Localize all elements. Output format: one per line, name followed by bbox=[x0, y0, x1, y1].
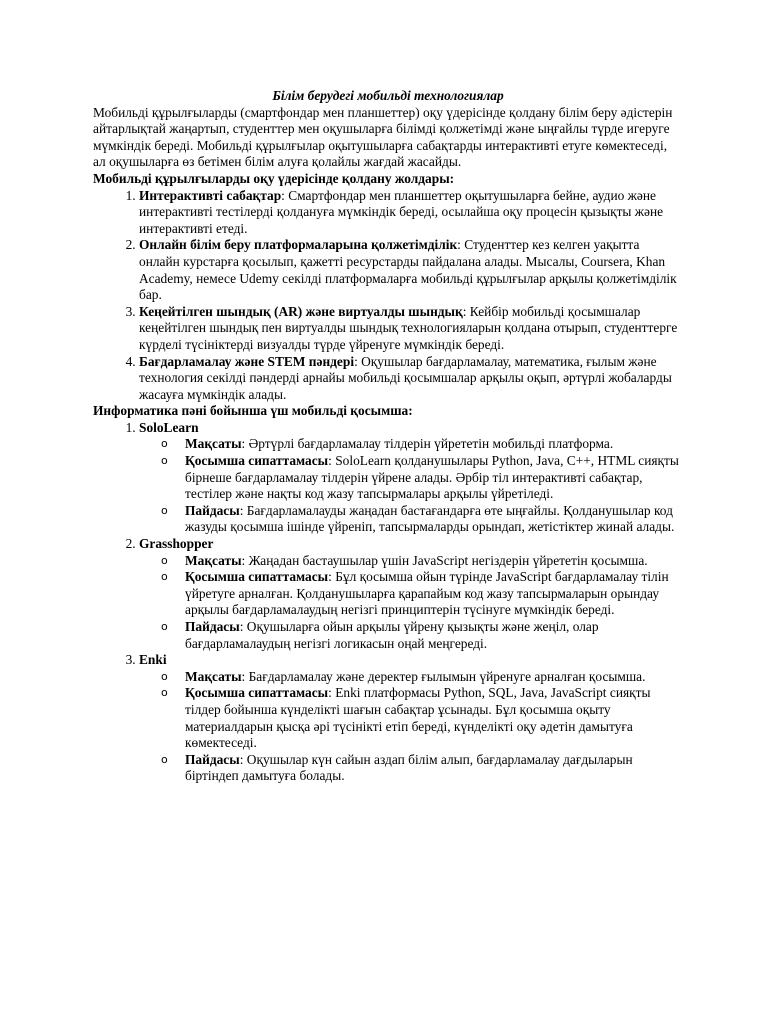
ways-list bbox=[93, 188, 683, 404]
detail-term: Қосымша сипаттамасы bbox=[185, 569, 329, 585]
ways-heading: Мобильді құрылғыларды оқу үдерісінде қолдану жолдары: bbox=[93, 170, 455, 186]
detail-text: : Оқушыларға ойын арқылы үйрену қызықты және жеңіл, олар бағдарламалаудың негізгі логикасын оңай меңгереді. bbox=[185, 619, 599, 651]
ways-item-text: : Студенттер кез келген уақытта онлайн курстарға қосылып, қажетті ресурстарды пайдалана алады. Мысалы, Coursera, Khan Academy, немесе Udemy секілді платформаларға мобильді құрылғылар арқылы қолжетімділік бар. bbox=[139, 237, 677, 303]
app-detail-item bbox=[161, 502, 683, 536]
app-details bbox=[139, 436, 683, 536]
circle-bullet-icon: o bbox=[161, 437, 168, 451]
circle-bullet-icon: o bbox=[161, 686, 168, 700]
detail-term: Мақсаты bbox=[185, 552, 242, 568]
detail-text: : Бағдарламалау және деректер ғылымын үйренуге арналған қосымша. bbox=[241, 668, 646, 684]
app-details bbox=[139, 553, 683, 653]
ways-item-term: Интерактивті сабақтар bbox=[139, 187, 282, 203]
detail-text: : Оқушылар күн сайын аздап білім алып, бағдарламалау дағдыларын біртіндеп дамытуға болады. bbox=[185, 751, 633, 784]
detail-term: Қосымша сипаттамасы bbox=[185, 453, 329, 469]
ways-item-term: Кеңейтілген шындық (AR) және виртуалды шындық bbox=[139, 303, 463, 319]
ways-item-text: : Кейбір мобильді қосымшалар кеңейтілген шындық пен виртуалды шындық технологияларын қолдана отырып, студенттерге күрделі түсініктерді визуалды түрде үйренуге мүмкіндік береді. bbox=[139, 303, 678, 352]
app-detail-item bbox=[161, 552, 683, 570]
apps-heading: Информатика пәні бойынша үш мобильді қосымша: bbox=[93, 403, 413, 419]
detail-text: : Әртүрлі бағдарламалау тілдерін үйрететін мобильді платформа. bbox=[241, 436, 614, 452]
detail-term: Мақсаты bbox=[185, 436, 242, 452]
ways-item bbox=[139, 188, 683, 238]
app-detail-item bbox=[161, 668, 683, 686]
intro-paragraph: Мобильді құрылғыларды (смартфондар мен планшеттер) оқу үдерісінде қолдану білім беру әдістерін айтарлықтай жаңартып, студенттер мен оқушыларға білімді қолжетімді және ыңғайлы түрде игеруге мүмкіндік береді. Мобильді құрылғылар оқытушыларға сабақтарды интерактивті етуге көмектеседі, ал оқушыларға өз бетімен білім алуға қолайлы жағдай жасайды. bbox=[93, 104, 673, 170]
ways-item-term: Онлайн білім беру платформаларына қолжетімділік bbox=[139, 237, 458, 253]
circle-bullet-icon: o bbox=[161, 553, 168, 567]
circle-bullet-icon: o bbox=[161, 620, 168, 633]
ways-item bbox=[139, 237, 683, 303]
circle-bullet-icon: o bbox=[161, 570, 168, 584]
detail-text: : Enki платформасы Python, SQL, Java, JavaScript сияқты тілдер бойынша күнделікті шағын сабақтар ұсынады. Бұл қосымша оқыту материалдарын қысқа әрі түсінікті етіп береді, күнделікті оқу әдетін дамытуға көмектеседі. bbox=[185, 685, 651, 751]
ways-item-term: Бағдарламалау және STEM пәндері bbox=[139, 353, 355, 369]
app-detail-item bbox=[161, 453, 683, 503]
app-details bbox=[139, 669, 683, 785]
app-item bbox=[139, 420, 683, 536]
circle-bullet-icon: o bbox=[161, 752, 168, 766]
document-title: Білім берудегі мобильді технологиялар bbox=[272, 88, 504, 103]
app-detail-item bbox=[161, 436, 683, 453]
circle-bullet-icon: o bbox=[161, 503, 168, 517]
detail-term: Қосымша сипаттамасы bbox=[185, 685, 329, 701]
app-item bbox=[139, 652, 683, 785]
detail-text: : Бұл қосымша ойын түрінде JavaScript бағдарламалау тілін үйретуге арналған. Қолданушыларға қарапайым код жазу тапсырмаларын орындау арқылы бағдарламалаудың негізгі принциптерін түсінуге мүмкіндік береді. bbox=[185, 569, 669, 618]
ways-item-text: : Оқушылар бағдарламалау, математика, ғылым және технология секілді пәндерді арнайы мобильді қосымшалар арқылы оқып, әртүрлі жобаларды жасауға мүмкіндік алады. bbox=[139, 353, 672, 402]
ways-item bbox=[139, 304, 683, 354]
app-item bbox=[139, 536, 683, 652]
app-detail-item bbox=[161, 619, 683, 652]
circle-bullet-icon: o bbox=[161, 454, 168, 468]
apps-list bbox=[93, 420, 683, 785]
ways-item bbox=[139, 354, 683, 404]
detail-term: Пайдасы bbox=[185, 751, 240, 767]
detail-term: Мақсаты bbox=[185, 668, 242, 684]
detail-text: : Жаңадан бастаушылар үшін JavaScript негіздерін үйрететін қосымша. bbox=[241, 552, 648, 568]
app-detail-item bbox=[161, 751, 683, 785]
app-name: Grasshopper bbox=[139, 536, 214, 552]
detail-term: Пайдасы bbox=[185, 619, 240, 634]
detail-text: : Бағдарламалауды жаңадан бастағандарға өте ыңғайлы. Қолданушылар код жазуды қосымша ішінде үйреніп, тапсырмаларды орындап, жетістіктер жинай алады. bbox=[185, 502, 675, 535]
ways-item-text: : Смартфондар мен планшеттер оқытушыларға бейне, аудио және интерактивті тестілерді қолдануға мүмкіндік береді, осылайша оқу процесін қызықты және интерактивті етеді. bbox=[139, 187, 664, 236]
detail-term: Пайдасы bbox=[185, 502, 240, 518]
circle-bullet-icon: o bbox=[161, 669, 168, 683]
app-detail-item bbox=[161, 569, 683, 619]
app-detail-item bbox=[161, 685, 683, 751]
app-name: SoloLearn bbox=[139, 419, 199, 435]
detail-text: : SoloLearn қолданушылары Python, Java, C++, HTML сияқты бірнеше бағдарламалау тілдерін үйрене алады. Әрбір тіл интерактивті сабақтар, тестілер және нақты код жазу тапсырмалары арқылы үйретіледі. bbox=[185, 453, 679, 502]
document-body bbox=[93, 88, 683, 785]
app-name: Enki bbox=[139, 652, 167, 668]
